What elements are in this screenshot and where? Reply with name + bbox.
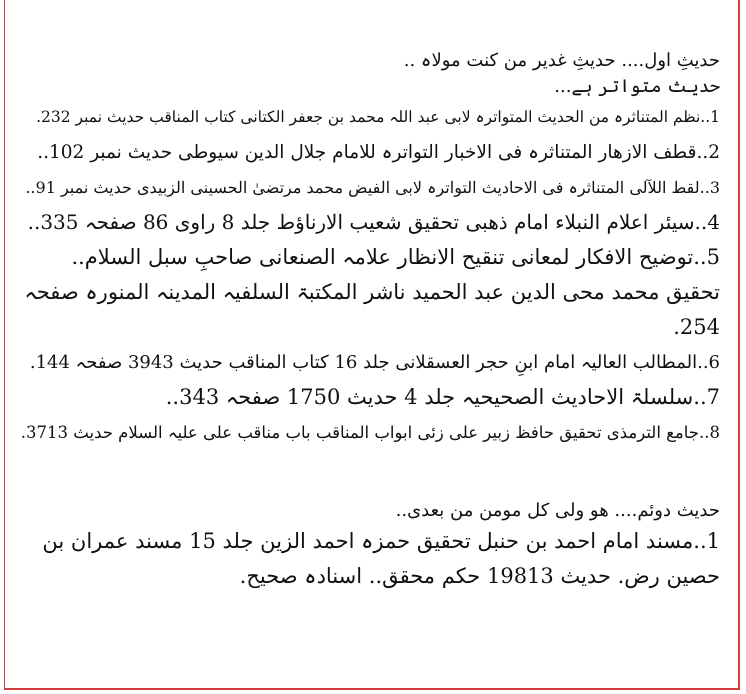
reference-item-8: 8..جامع الترمذی تحقیق حافظ زبیر علی زئی ابواب المناقب باب مناقب علی علیہ السلام حدیث 3713. xyxy=(20,423,720,442)
reference-item-7: 7..سلسلۃ الاحادیث الصحیحیہ جلد 4 حدیث 1750 صفحہ 343.. xyxy=(165,385,720,409)
page-frame xyxy=(4,0,740,690)
section2-heading: حدیث دوئم.... ھو ولی کل مومن من بعدی.. xyxy=(395,500,720,521)
reference-item-1: 1..نظم المتناثرہ من الحدیث المتواترہ لابی عبد اللہ محمد بن جعفر الکتانی کتاب المناقب حدیث نمبر 232. xyxy=(36,108,720,126)
section1-heading: حدیثِ اول.... حدیثِ غدیر من کنت مولاہ .. xyxy=(403,50,720,71)
reference-item-5: 5..توضیح الافکار لمعانی تنقیح الانظار علامہ الصنعانی صاحبِ سبل السلام.. تحقیق محمد محی الدین عبد الحمید ناشر المکتبۃ السلفیہ المدینہ المنورہ صفحہ 254. xyxy=(24,245,720,339)
reference-item-2: 2..قطف الازھار المتناثرہ فی الاخبار التواترہ للامام جلال الدین سیوطی حدیث نمبر 102.. xyxy=(37,142,720,163)
section2-reference-item-1: 1..مسند امام احمد بن حنبل تحقیق حمزہ احمد الزین جلد 15 مسند عمران بن حصین رض. حدیث 19813 حکم محقق.. اسنادہ صحیح. xyxy=(42,529,720,588)
reference-item-6: 6..المطالب العالیہ امام ابنِ حجر العسقلانی جلد 16 کتاب المناقب حدیث 3943 صفحہ 144. xyxy=(29,352,720,373)
reference-item-3: 3..لقط اللآلی المتناثرہ فی الاحادیث التواترہ لابی الفیض محمد مرتضیٰ الحسینی الزبیدی حدیث نمبر 91.. xyxy=(25,178,720,197)
document-body xyxy=(21,48,720,594)
section1-subheading: حدیث متواتر ہے... xyxy=(554,76,720,97)
section-spacer xyxy=(21,450,720,498)
reference-item-4: 4..سیئر اعلام النبلاء امام ذھبی تحقیق شعیب الارناؤط جلد 8 راوی 86 صفحہ 335.. xyxy=(27,210,720,234)
